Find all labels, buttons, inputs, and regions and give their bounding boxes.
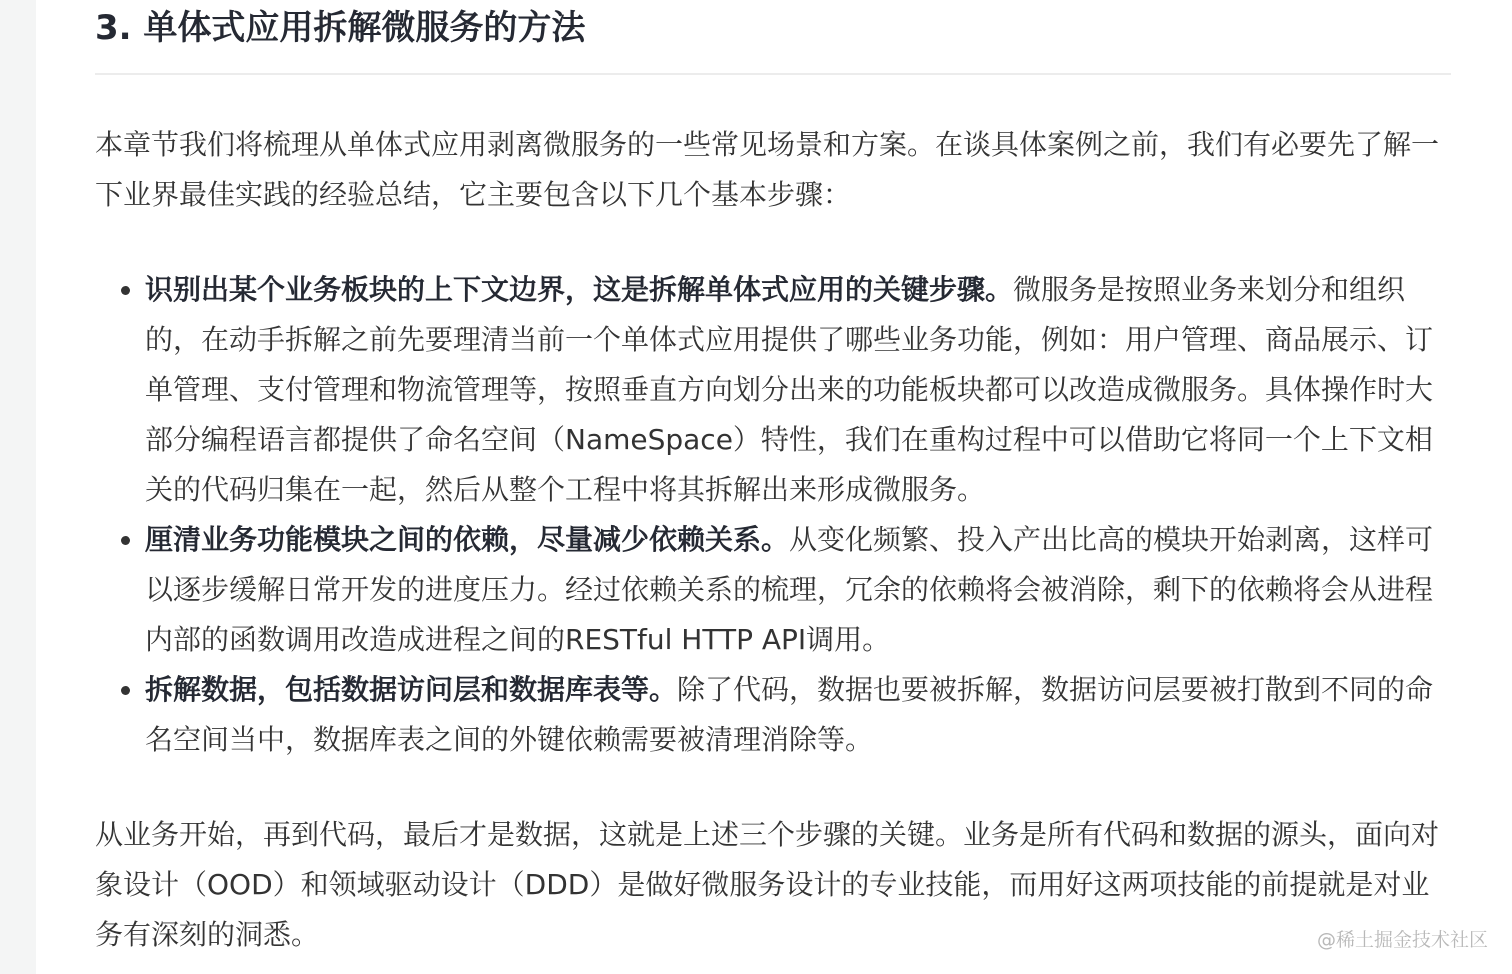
intro-paragraph: 本章节我们将梳理从单体式应用剥离微服务的一些常见场景和方案。在谈具体案例之前，我们有必要先了解一下业界最佳实践的经验总结，它主要包含以下几个基本步骤： — [95, 128, 1440, 211]
article-body — [95, 0, 1451, 960]
bullet-body: 除了代码，数据也要被拆解，数据访问层要被打散到不同的命名空间当中，数据库表之间的外键依赖需要被清理消除等。 — [145, 673, 1434, 756]
closing-paragraph: 从业务开始，再到代码，最后才是数据，这就是上述三个步骤的关键。业务是所有代码和数据的源头，面向对象设计（OOD）和领域驱动设计（DDD）是做好微服务设计的专业技能，而用好这两项技能的前提就是对业务有深刻的洞悉。 — [95, 818, 1440, 951]
section-heading: 3. 单体式应用拆解微服务的方法 — [95, 0, 1451, 75]
bullet-dot-icon — [121, 686, 130, 695]
bullet-body: 从变化频繁、投入产出比高的模块开始剥离，这样可以逐步缓解日常开发的进度压力。经过依赖关系的梳理，冗余的依赖将会被消除，剩下的依赖将会从进程内部的函数调用改造成进程之间的RESTful HTTP API调用。 — [145, 523, 1434, 656]
bullet-title: 识别出某个业务板块的上下文边界，这是拆解单体式应用的关键步骤。 — [145, 273, 1014, 306]
list-item — [145, 665, 1451, 765]
page-sheet — [36, 0, 1512, 974]
bullet-title: 厘清业务功能模块之间的依赖，尽量减少依赖关系。 — [145, 523, 790, 556]
list-item — [145, 515, 1451, 665]
steps-list — [95, 265, 1451, 765]
bullet-dot-icon — [121, 286, 130, 295]
list-item — [145, 265, 1451, 515]
bullet-body: 微服务是按照业务来划分和组织的，在动手拆解之前先要理清当前一个单体式应用提供了哪些业务功能，例如：用户管理、商品展示、订单管理、支付管理和物流管理等，按照垂直方向划分出来的功能板块都可以改造成微服务。具体操作时大部分编程语言都提供了命名空间（NameSpace）特性，我们在重构过程中可以借助它将同一个上下文相关的代码归集在一起，然后从整个工程中将其拆解出来形成微服务。 — [145, 273, 1434, 506]
watermark: @稀土掘金技术社区 — [1316, 929, 1488, 951]
bullet-dot-icon — [121, 536, 130, 545]
bullet-title: 拆解数据，包括数据访问层和数据库表等。 — [145, 673, 678, 706]
